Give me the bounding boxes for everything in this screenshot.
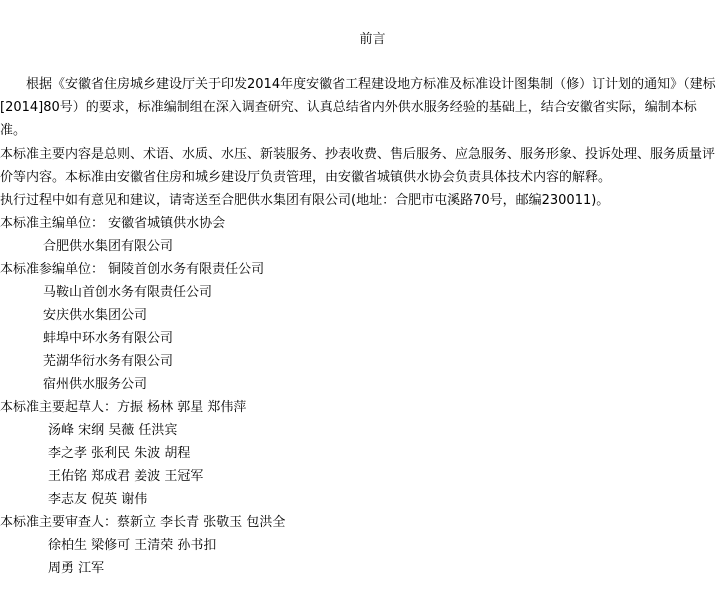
content-paragraph (0, 143, 716, 189)
drafters-item: 李志友 倪英 谢伟 (48, 492, 148, 507)
reviewers-item: 徐柏生 梁修可 王清荣 孙书扣 (48, 538, 217, 553)
chief-unit-item: 合肥供水集团有限公司 (43, 239, 174, 254)
intro-paragraph: 根据《安徽省住房城乡建设厅关于印发2014年度安徽省工程建设地方标准及标准设计图集制（修）订计划的通知》（建标[2014]80号）的要求，标准编制组在深入调查研究、认真总结省内外供水服务经验的基础上，结合安徽省实际，编制本标准。 (0, 77, 716, 138)
reviewers-line (0, 511, 285, 534)
participating-unit-item: 马鞍山首创水务有限责任公司 (43, 285, 213, 300)
drafters-item: 李之孝 张利民 朱波 胡程 (48, 446, 191, 461)
drafters-label: 本标准主要起草人： (0, 400, 118, 415)
feedback-line: 执行过程中如有意见和建议，请寄送至合肥供水集团有限公司(地址：合肥市屯溪路70号，邮编230011)。 (0, 193, 610, 208)
participating-units-label: 本标准参编单位： (0, 262, 105, 277)
participating-unit-item: 安庆供水集团公司 (43, 308, 148, 323)
participating-unit-primary: 铜陵首创水务有限责任公司 (108, 262, 265, 277)
drafters-line (0, 396, 246, 419)
drafters-item: 王佑铭 郑成君 姜波 王冠军 (48, 469, 204, 484)
drafters-item: 汤峰 宋纲 吴薇 任洪宾 (48, 423, 178, 438)
content-text: 本标准主要内容是总则、术语、水质、水压、新装服务、抄表收费、售后服务、应急服务、服务形象、投诉处理、服务质量评价等内容。本标准由安徽省住房和城乡建设厅负责管理，由安徽省城镇供水协会负责具体技术内容的解释。 (0, 147, 716, 185)
reviewers-label: 本标准主要审查人： (0, 515, 118, 530)
chief-units-line (0, 212, 225, 235)
drafters-primary: 方振 杨林 郭星 郑伟萍 (117, 400, 247, 415)
reviewers-primary: 蔡新立 李长青 张敬玉 包洪全 (117, 515, 286, 530)
chief-units-label: 本标准主编单位： (0, 216, 105, 231)
participating-units-line (0, 258, 264, 281)
page-title: 前言 (359, 32, 386, 47)
reviewers-item: 周勇 江军 (48, 561, 105, 576)
chief-unit-primary: 安徽省城镇供水协会 (108, 216, 226, 231)
participating-unit-item: 蚌埠中环水务有限公司 (43, 331, 174, 346)
participating-unit-item: 宿州供水服务公司 (43, 377, 148, 392)
participating-unit-item: 芜湖华衍水务有限公司 (43, 354, 174, 369)
